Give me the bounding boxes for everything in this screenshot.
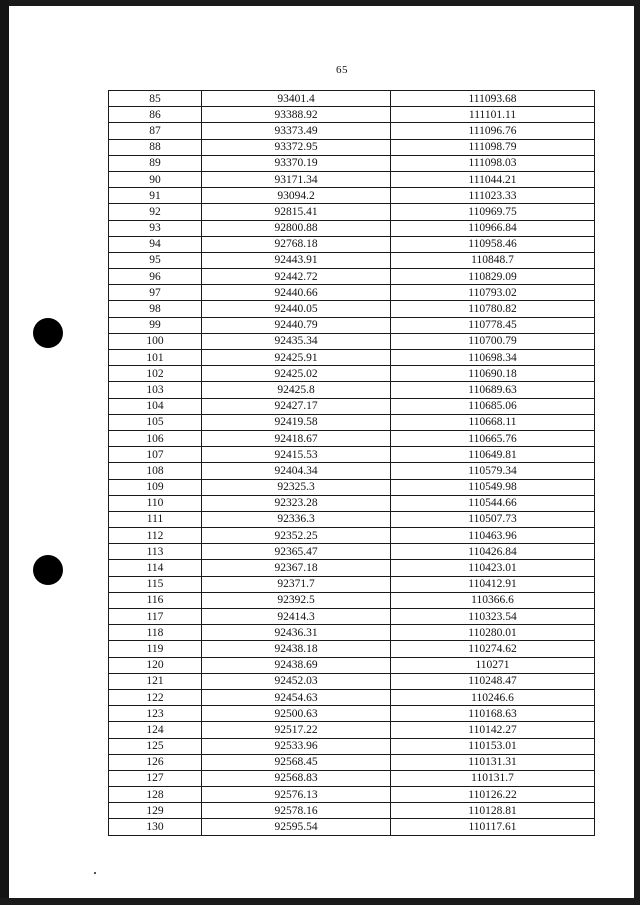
x-coordinate-cell: 92404.34 <box>202 463 391 479</box>
table-row <box>109 430 595 446</box>
y-coordinate-cell: 110544.66 <box>391 495 595 511</box>
y-coordinate-cell: 110793.02 <box>391 285 595 301</box>
scan-border-right <box>634 0 640 905</box>
table-row <box>109 204 595 220</box>
table-row <box>109 592 595 608</box>
point-number-cell: 98 <box>109 301 202 317</box>
y-coordinate-cell: 110248.47 <box>391 673 595 689</box>
x-coordinate-cell: 93388.92 <box>202 107 391 123</box>
x-coordinate-cell: 92440.79 <box>202 317 391 333</box>
y-coordinate-cell: 111096.76 <box>391 123 595 139</box>
y-coordinate-cell: 111098.03 <box>391 155 595 171</box>
point-number-cell: 106 <box>109 430 202 446</box>
y-coordinate-cell: 110128.81 <box>391 803 595 819</box>
x-coordinate-cell: 92768.18 <box>202 236 391 252</box>
point-number-cell: 93 <box>109 220 202 236</box>
x-coordinate-cell: 92392.5 <box>202 592 391 608</box>
y-coordinate-cell: 110668.11 <box>391 414 595 430</box>
table-row <box>109 285 595 301</box>
table-row <box>109 657 595 673</box>
y-coordinate-cell: 110131.31 <box>391 754 595 770</box>
y-coordinate-cell: 110579.34 <box>391 463 595 479</box>
y-coordinate-cell: 110126.22 <box>391 787 595 803</box>
table-row <box>109 447 595 463</box>
y-coordinate-cell: 110848.7 <box>391 252 595 268</box>
x-coordinate-cell: 92500.63 <box>202 706 391 722</box>
y-coordinate-cell: 110700.79 <box>391 333 595 349</box>
point-number-cell: 111 <box>109 511 202 527</box>
x-coordinate-cell: 92325.3 <box>202 479 391 495</box>
table-row <box>109 787 595 803</box>
point-number-cell: 128 <box>109 787 202 803</box>
table-body <box>109 91 595 836</box>
scan-border-top <box>0 0 640 6</box>
x-coordinate-cell: 92352.25 <box>202 528 391 544</box>
x-coordinate-cell: 92440.66 <box>202 285 391 301</box>
table-row <box>109 738 595 754</box>
table-row <box>109 803 595 819</box>
y-coordinate-cell: 110366.6 <box>391 592 595 608</box>
table-row <box>109 706 595 722</box>
y-coordinate-cell: 111023.33 <box>391 188 595 204</box>
x-coordinate-cell: 92533.96 <box>202 738 391 754</box>
table-row <box>109 155 595 171</box>
table-row <box>109 770 595 786</box>
point-number-cell: 103 <box>109 382 202 398</box>
y-coordinate-cell: 111101.11 <box>391 107 595 123</box>
x-coordinate-cell: 92425.02 <box>202 366 391 382</box>
table-row <box>109 544 595 560</box>
x-coordinate-cell: 92517.22 <box>202 722 391 738</box>
point-number-cell: 108 <box>109 463 202 479</box>
table-row <box>109 91 595 107</box>
table-row <box>109 673 595 689</box>
x-coordinate-cell: 92595.54 <box>202 819 391 835</box>
y-coordinate-cell: 110958.46 <box>391 236 595 252</box>
y-coordinate-cell: 110969.75 <box>391 204 595 220</box>
y-coordinate-cell: 110685.06 <box>391 398 595 414</box>
y-coordinate-cell: 110142.27 <box>391 722 595 738</box>
y-coordinate-cell: 110117.61 <box>391 819 595 835</box>
x-coordinate-cell: 92435.34 <box>202 333 391 349</box>
table-row <box>109 398 595 414</box>
table-row <box>109 220 595 236</box>
table-row <box>109 560 595 576</box>
y-coordinate-cell: 110426.84 <box>391 544 595 560</box>
table-row <box>109 463 595 479</box>
x-coordinate-cell: 92440.05 <box>202 301 391 317</box>
point-number-cell: 123 <box>109 706 202 722</box>
point-number-cell: 126 <box>109 754 202 770</box>
point-number-cell: 112 <box>109 528 202 544</box>
y-coordinate-cell: 110665.76 <box>391 430 595 446</box>
point-number-cell: 101 <box>109 350 202 366</box>
y-coordinate-cell: 110549.98 <box>391 479 595 495</box>
x-coordinate-cell: 92578.16 <box>202 803 391 819</box>
point-number-cell: 102 <box>109 366 202 382</box>
y-coordinate-cell: 110698.34 <box>391 350 595 366</box>
table-row <box>109 366 595 382</box>
table-row <box>109 171 595 187</box>
table-row <box>109 382 595 398</box>
point-number-cell: 90 <box>109 171 202 187</box>
y-coordinate-cell: 110246.6 <box>391 689 595 705</box>
point-number-cell: 85 <box>109 91 202 107</box>
table-row <box>109 609 595 625</box>
table-row <box>109 107 595 123</box>
y-coordinate-cell: 110966.84 <box>391 220 595 236</box>
y-coordinate-cell: 111098.79 <box>391 139 595 155</box>
x-coordinate-cell: 92367.18 <box>202 560 391 576</box>
x-coordinate-cell: 93370.19 <box>202 155 391 171</box>
table-row <box>109 301 595 317</box>
page-number: 65 <box>336 64 348 76</box>
table-row <box>109 479 595 495</box>
x-coordinate-cell: 93094.2 <box>202 188 391 204</box>
x-coordinate-cell: 92427.17 <box>202 398 391 414</box>
point-number-cell: 95 <box>109 252 202 268</box>
point-number-cell: 114 <box>109 560 202 576</box>
point-number-cell: 97 <box>109 285 202 301</box>
y-coordinate-cell: 110507.73 <box>391 511 595 527</box>
point-number-cell: 125 <box>109 738 202 754</box>
x-coordinate-cell: 92452.03 <box>202 673 391 689</box>
point-number-cell: 124 <box>109 722 202 738</box>
point-number-cell: 120 <box>109 657 202 673</box>
x-coordinate-cell: 92800.88 <box>202 220 391 236</box>
table-row <box>109 414 595 430</box>
point-number-cell: 117 <box>109 609 202 625</box>
point-number-cell: 86 <box>109 107 202 123</box>
punch-hole-icon <box>33 555 63 585</box>
table-row <box>109 576 595 592</box>
point-number-cell: 94 <box>109 236 202 252</box>
x-coordinate-cell: 92415.53 <box>202 447 391 463</box>
point-number-cell: 122 <box>109 689 202 705</box>
table-row <box>109 123 595 139</box>
point-number-cell: 104 <box>109 398 202 414</box>
x-coordinate-cell: 92438.18 <box>202 641 391 657</box>
y-coordinate-cell: 110780.82 <box>391 301 595 317</box>
y-coordinate-cell: 110829.09 <box>391 269 595 285</box>
scan-border-bottom <box>0 898 640 905</box>
y-coordinate-cell: 110778.45 <box>391 317 595 333</box>
point-number-cell: 119 <box>109 641 202 657</box>
coordinate-table <box>108 90 595 836</box>
y-coordinate-cell: 111093.68 <box>391 91 595 107</box>
table-row <box>109 495 595 511</box>
table-row <box>109 754 595 770</box>
point-number-cell: 109 <box>109 479 202 495</box>
table-row <box>109 722 595 738</box>
point-number-cell: 121 <box>109 673 202 689</box>
table-row <box>109 689 595 705</box>
x-coordinate-cell: 93372.95 <box>202 139 391 155</box>
table-row <box>109 819 595 835</box>
x-coordinate-cell: 92576.13 <box>202 787 391 803</box>
y-coordinate-cell: 110271 <box>391 657 595 673</box>
y-coordinate-cell: 110153.01 <box>391 738 595 754</box>
y-coordinate-cell: 110649.81 <box>391 447 595 463</box>
table-row <box>109 139 595 155</box>
x-coordinate-cell: 92454.63 <box>202 689 391 705</box>
point-number-cell: 105 <box>109 414 202 430</box>
x-coordinate-cell: 92442.72 <box>202 269 391 285</box>
point-number-cell: 129 <box>109 803 202 819</box>
table-row <box>109 350 595 366</box>
x-coordinate-cell: 93171.34 <box>202 171 391 187</box>
y-coordinate-cell: 110323.54 <box>391 609 595 625</box>
x-coordinate-cell: 93401.4 <box>202 91 391 107</box>
y-coordinate-cell: 110423.01 <box>391 560 595 576</box>
x-coordinate-cell: 92436.31 <box>202 625 391 641</box>
y-coordinate-cell: 110689.63 <box>391 382 595 398</box>
y-coordinate-cell: 110274.62 <box>391 641 595 657</box>
table-row <box>109 269 595 285</box>
x-coordinate-cell: 92419.58 <box>202 414 391 430</box>
point-number-cell: 100 <box>109 333 202 349</box>
point-number-cell: 87 <box>109 123 202 139</box>
table-row <box>109 625 595 641</box>
table-row <box>109 333 595 349</box>
punch-hole-icon <box>33 318 63 348</box>
y-coordinate-cell: 110168.63 <box>391 706 595 722</box>
y-coordinate-cell: 110463.96 <box>391 528 595 544</box>
x-coordinate-cell: 92414.3 <box>202 609 391 625</box>
x-coordinate-cell: 92365.47 <box>202 544 391 560</box>
point-number-cell: 118 <box>109 625 202 641</box>
table-row <box>109 252 595 268</box>
x-coordinate-cell: 92336.3 <box>202 511 391 527</box>
x-coordinate-cell: 92323.28 <box>202 495 391 511</box>
table-row <box>109 641 595 657</box>
scan-speck <box>94 872 96 874</box>
x-coordinate-cell: 92371.7 <box>202 576 391 592</box>
y-coordinate-cell: 110412.91 <box>391 576 595 592</box>
x-coordinate-cell: 92815.41 <box>202 204 391 220</box>
table-row <box>109 236 595 252</box>
point-number-cell: 127 <box>109 770 202 786</box>
point-number-cell: 92 <box>109 204 202 220</box>
point-number-cell: 113 <box>109 544 202 560</box>
point-number-cell: 107 <box>109 447 202 463</box>
point-number-cell: 88 <box>109 139 202 155</box>
point-number-cell: 99 <box>109 317 202 333</box>
x-coordinate-cell: 92568.83 <box>202 770 391 786</box>
x-coordinate-cell: 92438.69 <box>202 657 391 673</box>
table-row <box>109 317 595 333</box>
x-coordinate-cell: 92425.91 <box>202 350 391 366</box>
point-number-cell: 96 <box>109 269 202 285</box>
point-number-cell: 110 <box>109 495 202 511</box>
scan-border-left <box>0 0 9 905</box>
point-number-cell: 91 <box>109 188 202 204</box>
y-coordinate-cell: 110131.7 <box>391 770 595 786</box>
x-coordinate-cell: 92443.91 <box>202 252 391 268</box>
point-number-cell: 116 <box>109 592 202 608</box>
point-number-cell: 130 <box>109 819 202 835</box>
table-row <box>109 511 595 527</box>
y-coordinate-cell: 110690.18 <box>391 366 595 382</box>
x-coordinate-cell: 92568.45 <box>202 754 391 770</box>
table-row <box>109 188 595 204</box>
x-coordinate-cell: 92418.67 <box>202 430 391 446</box>
point-number-cell: 89 <box>109 155 202 171</box>
y-coordinate-cell: 111044.21 <box>391 171 595 187</box>
y-coordinate-cell: 110280.01 <box>391 625 595 641</box>
table-row <box>109 528 595 544</box>
x-coordinate-cell: 93373.49 <box>202 123 391 139</box>
point-number-cell: 115 <box>109 576 202 592</box>
x-coordinate-cell: 92425.8 <box>202 382 391 398</box>
